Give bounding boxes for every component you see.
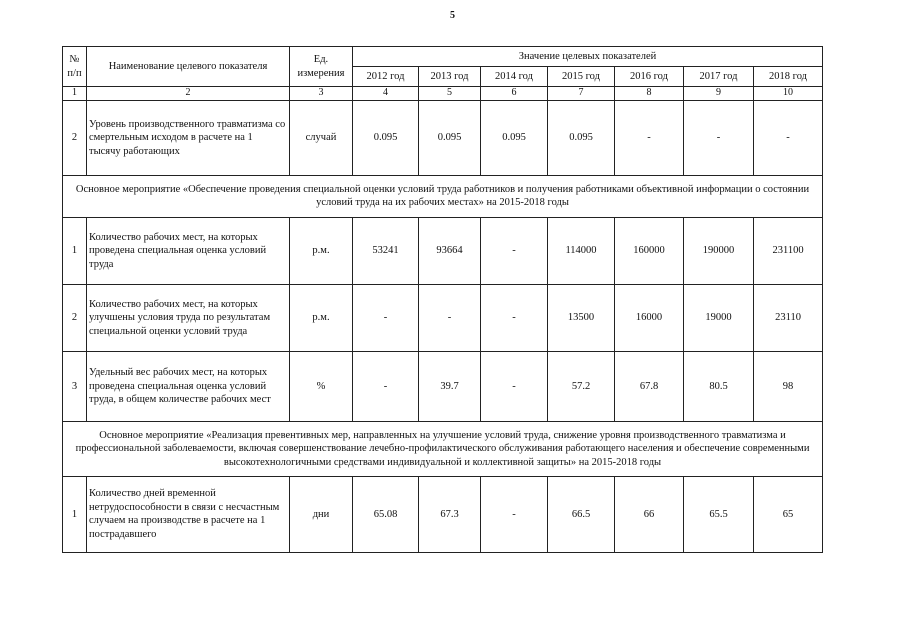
column-index: 4 xyxy=(353,87,419,101)
value-cell: 39.7 xyxy=(419,351,481,421)
table-row xyxy=(63,351,823,421)
page-number: 5 xyxy=(450,10,455,21)
row-num: 3 xyxy=(63,351,87,421)
column-index: 6 xyxy=(481,87,548,101)
value-cell: 190000 xyxy=(684,217,754,284)
indicator-unit: р.м. xyxy=(290,284,353,351)
column-index: 8 xyxy=(615,87,684,101)
value-cell: - xyxy=(684,100,754,175)
header-name: Наименование целевого показателя xyxy=(87,47,290,87)
row-num: 1 xyxy=(63,476,87,552)
value-cell: 66 xyxy=(615,476,684,552)
header-year: 2015 год xyxy=(548,67,615,87)
indicator-unit: случай xyxy=(290,100,353,175)
value-cell: 0.095 xyxy=(353,100,419,175)
indicator-name: Количество дней временной нетрудоспособности в связи с несчастным случаем на производстве в расчете на 1 пострадавшего xyxy=(87,476,290,552)
table-row xyxy=(63,476,823,552)
table-row xyxy=(63,100,823,175)
column-index-row xyxy=(63,87,823,101)
section-row xyxy=(63,421,823,476)
column-index: 1 xyxy=(63,87,87,101)
column-index: 9 xyxy=(684,87,754,101)
value-cell: - xyxy=(615,100,684,175)
value-cell: 66.5 xyxy=(548,476,615,552)
column-index: 5 xyxy=(419,87,481,101)
indicator-name: Количество рабочих мест, на которых проведена специальная оценка условий труда xyxy=(87,217,290,284)
indicator-unit: р.м. xyxy=(290,217,353,284)
table-row xyxy=(63,217,823,284)
value-cell: - xyxy=(754,100,823,175)
value-cell: 13500 xyxy=(548,284,615,351)
value-cell: - xyxy=(481,351,548,421)
header-values-group: Значение целевых показателей xyxy=(353,47,823,67)
column-index: 7 xyxy=(548,87,615,101)
section-title: Основное мероприятие «Обеспечение проведения специальной оценки условий труда работников и получения работниками объективной информации о состоянии условий труда на их рабочих местах» на 2015-2018 годы xyxy=(63,175,823,217)
column-index: 10 xyxy=(754,87,823,101)
header-year: 2016 год xyxy=(615,67,684,87)
value-cell: 0.095 xyxy=(481,100,548,175)
target-indicators-table xyxy=(62,46,823,553)
value-cell: 0.095 xyxy=(419,100,481,175)
table-row xyxy=(63,284,823,351)
value-cell: 67.8 xyxy=(615,351,684,421)
value-cell: 0.095 xyxy=(548,100,615,175)
value-cell: 57.2 xyxy=(548,351,615,421)
value-cell: 67.3 xyxy=(419,476,481,552)
value-cell: 160000 xyxy=(615,217,684,284)
value-cell: - xyxy=(353,351,419,421)
value-cell: 98 xyxy=(754,351,823,421)
indicator-name: Уровень производственного травматизма со смертельным исходом в расчете на 1 тысячу работающих xyxy=(87,100,290,175)
row-num: 2 xyxy=(63,284,87,351)
value-cell: 23110 xyxy=(754,284,823,351)
indicator-name: Удельный вес рабочих мест, на которых проведена специальная оценка условий труда, в общем количестве рабочих мест xyxy=(87,351,290,421)
header-year: 2017 год xyxy=(684,67,754,87)
header-year: 2013 год xyxy=(419,67,481,87)
value-cell: 16000 xyxy=(615,284,684,351)
section-title: Основное мероприятие «Реализация превентивных мер, направленных на улучшение условий труда, снижение уровня производственного травматизма и профессиональной заболеваемости, включая совершенствование лечебно-профилактического обслуживания работающего населения и обеспечение современными высокотехнологичными средствами индивидуальной и коллективной защиты» на 2015-2018 годы xyxy=(63,421,823,476)
value-cell: 53241 xyxy=(353,217,419,284)
row-num: 2 xyxy=(63,100,87,175)
value-cell: 80.5 xyxy=(684,351,754,421)
value-cell: 231100 xyxy=(754,217,823,284)
value-cell: - xyxy=(481,284,548,351)
header-year: 2014 год xyxy=(481,67,548,87)
value-cell: - xyxy=(419,284,481,351)
value-cell: - xyxy=(481,476,548,552)
value-cell: 93664 xyxy=(419,217,481,284)
indicator-unit: % xyxy=(290,351,353,421)
value-cell: 19000 xyxy=(684,284,754,351)
column-index: 2 xyxy=(87,87,290,101)
indicator-unit: дни xyxy=(290,476,353,552)
header-num: № п/п xyxy=(63,47,87,87)
indicator-name: Количество рабочих мест, на которых улучшены условия труда по результатам специальной оценки условий труда xyxy=(87,284,290,351)
value-cell: 65.08 xyxy=(353,476,419,552)
value-cell: 65.5 xyxy=(684,476,754,552)
row-num: 1 xyxy=(63,217,87,284)
value-cell: - xyxy=(353,284,419,351)
value-cell: 65 xyxy=(754,476,823,552)
section-row xyxy=(63,175,823,217)
column-index: 3 xyxy=(290,87,353,101)
header-year: 2012 год xyxy=(353,67,419,87)
header-year: 2018 год xyxy=(754,67,823,87)
value-cell: - xyxy=(481,217,548,284)
value-cell: 114000 xyxy=(548,217,615,284)
header-unit: Ед. измерения xyxy=(290,47,353,87)
